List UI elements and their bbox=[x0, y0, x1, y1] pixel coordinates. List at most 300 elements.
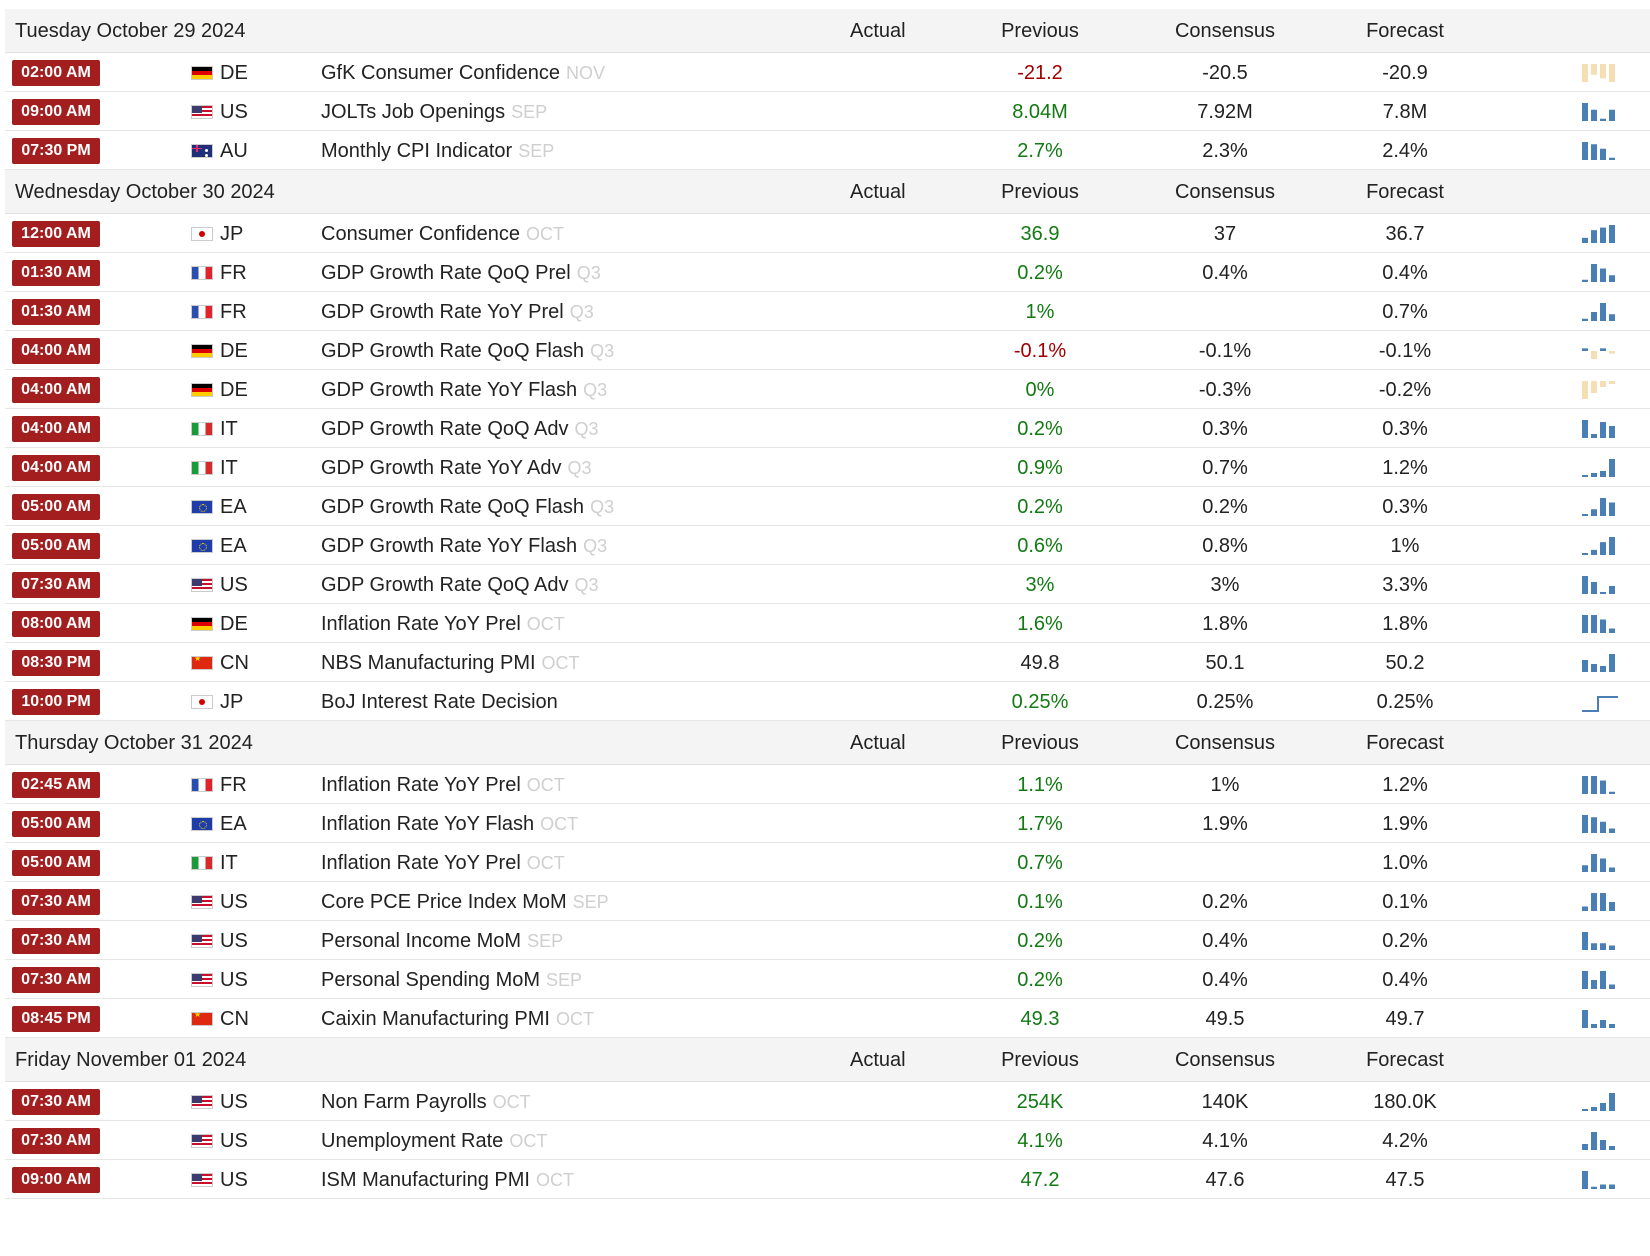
event-row[interactable] bbox=[5, 131, 1650, 170]
country-code: JP bbox=[220, 223, 244, 245]
sparkline-bar bbox=[1600, 64, 1606, 78]
sparkline[interactable] bbox=[1580, 457, 1620, 479]
event-row[interactable] bbox=[5, 370, 1650, 409]
sparkline-bar bbox=[1582, 971, 1588, 989]
event-name[interactable] bbox=[321, 457, 592, 480]
event-row[interactable] bbox=[5, 921, 1650, 960]
country-code: JP bbox=[220, 691, 244, 713]
reference-period: OCT bbox=[535, 1170, 574, 1190]
sparkline-bar bbox=[1600, 381, 1606, 387]
sparkline-chart bbox=[1580, 496, 1620, 518]
sparkline-bar bbox=[1609, 351, 1615, 354]
country-code: US bbox=[220, 930, 248, 952]
event-name[interactable] bbox=[321, 930, 563, 953]
sparkline[interactable] bbox=[1580, 1091, 1620, 1113]
sparkline-bar bbox=[1582, 576, 1588, 594]
event-row[interactable] bbox=[5, 882, 1650, 921]
sparkline-bar bbox=[1591, 264, 1597, 282]
time-badge: 12:00 AM bbox=[12, 221, 100, 247]
sparkline-bar bbox=[1582, 776, 1588, 794]
previous-value: 3% bbox=[1025, 574, 1055, 596]
forecast-value: 0.1% bbox=[1382, 891, 1428, 913]
event-title-link[interactable]: NBS Manufacturing PMI bbox=[321, 652, 536, 674]
event-title-link[interactable]: Consumer Confidence bbox=[321, 223, 520, 245]
event-name[interactable] bbox=[321, 891, 609, 914]
day-date: Tuesday October 29 2024 bbox=[15, 20, 246, 42]
event-row[interactable] bbox=[5, 999, 1650, 1038]
sparkline[interactable] bbox=[1580, 813, 1620, 835]
sparkline-bar bbox=[1591, 893, 1597, 911]
event-title-link[interactable]: Monthly CPI Indicator bbox=[321, 140, 513, 162]
event-name[interactable] bbox=[321, 101, 547, 124]
time-badge: 07:30 AM bbox=[12, 928, 100, 954]
day-date: Wednesday October 30 2024 bbox=[15, 181, 275, 203]
event-row[interactable] bbox=[5, 331, 1650, 370]
event-title-link[interactable]: GDP Growth Rate YoY Prel bbox=[321, 301, 564, 323]
event-name[interactable] bbox=[321, 496, 614, 519]
consensus-value: 0.4% bbox=[1202, 969, 1248, 991]
sparkline-chart bbox=[1580, 223, 1620, 245]
country-code: DE bbox=[220, 613, 248, 635]
consensus-value: 50.1 bbox=[1205, 652, 1245, 674]
event-name[interactable] bbox=[321, 262, 601, 285]
sparkline-bar bbox=[1600, 471, 1606, 477]
sparkline-chart bbox=[1580, 301, 1620, 323]
forecast-value: 50.2 bbox=[1385, 652, 1425, 674]
column-header-actual: Actual bbox=[850, 181, 906, 203]
event-name[interactable] bbox=[321, 1008, 594, 1031]
previous-value: 1.1% bbox=[1017, 774, 1063, 796]
event-row[interactable] bbox=[5, 487, 1650, 526]
event-row[interactable] bbox=[5, 843, 1650, 882]
sparkline[interactable] bbox=[1580, 101, 1620, 123]
time-badge: 10:00 PM bbox=[12, 689, 100, 715]
sparkline-bar bbox=[1582, 660, 1588, 672]
previous-value: 0.2% bbox=[1017, 496, 1063, 518]
sparkline-bar bbox=[1609, 275, 1615, 282]
sparkline-chart bbox=[1580, 1169, 1620, 1191]
event-title-link[interactable]: ISM Manufacturing PMI bbox=[321, 1169, 530, 1191]
sparkline-chart bbox=[1580, 930, 1620, 952]
sparkline[interactable] bbox=[1580, 1130, 1620, 1152]
event-title-link[interactable]: GDP Growth Rate YoY Adv bbox=[321, 457, 562, 479]
event-title-link[interactable]: Personal Spending MoM bbox=[321, 969, 541, 991]
sparkline-bar bbox=[1582, 553, 1588, 555]
sparkline-bar bbox=[1582, 1144, 1588, 1150]
sparkline[interactable] bbox=[1580, 891, 1620, 913]
country-code: AU bbox=[220, 140, 248, 162]
country-code: FR bbox=[220, 774, 247, 796]
sparkline[interactable] bbox=[1580, 418, 1620, 440]
column-header-previous: Previous bbox=[1001, 181, 1079, 203]
country-code: US bbox=[220, 574, 248, 596]
previous-value: 0.7% bbox=[1017, 852, 1063, 874]
flag-us-icon bbox=[191, 105, 213, 119]
consensus-value: 4.1% bbox=[1202, 1130, 1248, 1152]
event-name[interactable] bbox=[321, 852, 565, 875]
flag-de-icon bbox=[191, 383, 213, 397]
forecast-value: 3.3% bbox=[1382, 574, 1428, 596]
column-header-previous: Previous bbox=[1001, 732, 1079, 754]
event-title-link[interactable]: Caixin Manufacturing PMI bbox=[321, 1008, 550, 1030]
sparkline-bar bbox=[1600, 971, 1606, 989]
event-name[interactable] bbox=[321, 969, 582, 992]
sparkline-chart bbox=[1580, 1091, 1620, 1113]
event-name[interactable] bbox=[321, 301, 594, 324]
flag-cn-icon bbox=[191, 1012, 213, 1026]
event-title-link[interactable]: Inflation Rate YoY Prel bbox=[321, 613, 521, 635]
event-row[interactable] bbox=[5, 682, 1650, 721]
sparkline-bar bbox=[1609, 654, 1615, 672]
event-name[interactable] bbox=[321, 379, 607, 402]
event-title-link[interactable]: Personal Income MoM bbox=[321, 930, 522, 952]
event-title-link[interactable]: BoJ Interest Rate Decision bbox=[321, 691, 558, 713]
event-name[interactable] bbox=[321, 535, 607, 558]
time-badge: 07:30 AM bbox=[12, 967, 100, 993]
sparkline-bar bbox=[1591, 144, 1597, 160]
event-name[interactable] bbox=[321, 613, 565, 636]
sparkline-chart bbox=[1580, 418, 1620, 440]
column-header-forecast: Forecast bbox=[1366, 20, 1444, 42]
flag-ea-icon bbox=[191, 539, 213, 553]
event-title-link[interactable]: GDP Growth Rate YoY Flash bbox=[321, 379, 578, 401]
sparkline-bar bbox=[1582, 932, 1588, 950]
sparkline-bar bbox=[1591, 110, 1597, 121]
consensus-value: 0.4% bbox=[1202, 930, 1248, 952]
sparkline-chart bbox=[1580, 535, 1620, 557]
flag-jp-icon bbox=[191, 695, 213, 709]
event-row[interactable] bbox=[5, 960, 1650, 999]
event-row[interactable] bbox=[5, 409, 1650, 448]
sparkline-bar bbox=[1591, 381, 1597, 393]
previous-value: 0.9% bbox=[1017, 457, 1063, 479]
event-title-link[interactable]: GDP Growth Rate QoQ Flash bbox=[321, 340, 585, 362]
reference-period: SEP bbox=[511, 102, 548, 122]
event-row[interactable] bbox=[5, 1121, 1650, 1160]
forecast-value: 1.8% bbox=[1382, 613, 1428, 635]
event-name[interactable] bbox=[321, 340, 614, 363]
flag-us-icon bbox=[191, 895, 213, 909]
sparkline-bar bbox=[1600, 422, 1606, 438]
sparkline-chart bbox=[1580, 774, 1620, 796]
sparkline[interactable] bbox=[1580, 691, 1620, 713]
sparkline-bar bbox=[1582, 319, 1588, 321]
sparkline-bar bbox=[1582, 907, 1588, 912]
event-name[interactable] bbox=[321, 1169, 574, 1192]
event-name[interactable] bbox=[321, 691, 564, 714]
time-badge: 04:00 AM bbox=[12, 416, 100, 442]
event-row[interactable] bbox=[5, 804, 1650, 843]
event-name[interactable] bbox=[321, 652, 580, 675]
event-title-link[interactable]: GDP Growth Rate QoQ Prel bbox=[321, 262, 571, 284]
previous-value: 0.1% bbox=[1017, 891, 1063, 913]
sparkline[interactable] bbox=[1580, 262, 1620, 284]
column-header-previous: Previous bbox=[1001, 1049, 1079, 1071]
event-title-link[interactable]: Inflation Rate YoY Prel bbox=[321, 774, 521, 796]
event-name[interactable] bbox=[321, 774, 565, 797]
forecast-value: -0.2% bbox=[1378, 379, 1432, 401]
sparkline-bar bbox=[1582, 280, 1588, 282]
event-title-link[interactable]: Inflation Rate YoY Prel bbox=[321, 852, 521, 874]
country-code: IT bbox=[220, 457, 238, 479]
consensus-value: 7.92M bbox=[1197, 101, 1253, 123]
reference-period: SEP bbox=[546, 970, 583, 990]
time-badge: 04:00 AM bbox=[12, 377, 100, 403]
sparkline-bar bbox=[1600, 149, 1606, 160]
sparkline-bar bbox=[1609, 868, 1615, 873]
event-row[interactable] bbox=[5, 92, 1650, 131]
reference-period: Q3 bbox=[590, 497, 615, 517]
sparkline-bar bbox=[1591, 615, 1597, 633]
sparkline-chart bbox=[1580, 340, 1620, 362]
sparkline-bar bbox=[1600, 822, 1606, 833]
event-row[interactable] bbox=[5, 53, 1650, 92]
column-header-consensus: Consensus bbox=[1174, 1049, 1276, 1071]
flag-de-icon bbox=[191, 66, 213, 80]
reference-period: Q3 bbox=[574, 419, 599, 439]
country-code: DE bbox=[220, 379, 248, 401]
sparkline-bar bbox=[1591, 509, 1597, 516]
flag-us-icon bbox=[191, 578, 213, 592]
column-header-forecast: Forecast bbox=[1366, 1049, 1444, 1071]
sparkline-bar bbox=[1609, 426, 1615, 438]
country-code: CN bbox=[220, 1008, 249, 1030]
event-row[interactable] bbox=[5, 448, 1650, 487]
sparkline[interactable] bbox=[1580, 379, 1620, 401]
event-title-link[interactable]: GDP Growth Rate YoY Flash bbox=[321, 535, 578, 557]
event-name[interactable] bbox=[321, 140, 554, 163]
reference-period: SEP bbox=[527, 931, 564, 951]
sparkline-bar bbox=[1600, 859, 1606, 873]
country-code: US bbox=[220, 1091, 248, 1113]
event-name[interactable] bbox=[321, 1091, 531, 1114]
event-row[interactable] bbox=[5, 1160, 1650, 1199]
sparkline[interactable] bbox=[1580, 774, 1620, 796]
sparkline[interactable] bbox=[1580, 62, 1620, 84]
sparkline-bar bbox=[1582, 865, 1588, 872]
column-header-consensus: Consensus bbox=[1174, 732, 1276, 754]
event-title-link[interactable]: GDP Growth Rate QoQ Adv bbox=[321, 574, 569, 596]
country-code: CN bbox=[220, 652, 249, 674]
country-code: IT bbox=[220, 418, 238, 440]
column-header-consensus: Consensus bbox=[1174, 181, 1276, 203]
reference-period: OCT bbox=[526, 853, 565, 873]
time-badge: 02:45 AM bbox=[12, 772, 100, 798]
consensus-value: 0.8% bbox=[1202, 535, 1248, 557]
event-name[interactable] bbox=[321, 813, 578, 836]
sparkline-bar bbox=[1600, 893, 1606, 911]
event-row[interactable] bbox=[5, 643, 1650, 682]
event-name[interactable] bbox=[321, 418, 599, 441]
sparkline-step bbox=[1582, 697, 1618, 711]
consensus-value: -20.5 bbox=[1202, 62, 1248, 84]
event-name[interactable] bbox=[321, 62, 605, 85]
sparkline[interactable] bbox=[1580, 535, 1620, 557]
sparkline-bar bbox=[1609, 503, 1615, 517]
event-row[interactable] bbox=[5, 214, 1650, 253]
forecast-value: 49.7 bbox=[1385, 1008, 1425, 1030]
sparkline-bar bbox=[1591, 351, 1597, 359]
flag-fr-icon bbox=[191, 778, 213, 792]
previous-value: 0% bbox=[1025, 379, 1055, 401]
flag-de-icon bbox=[191, 344, 213, 358]
reference-period: OCT bbox=[526, 614, 565, 634]
forecast-value: -0.1% bbox=[1378, 340, 1432, 362]
event-row[interactable] bbox=[5, 765, 1650, 804]
sparkline[interactable] bbox=[1580, 930, 1620, 952]
event-name[interactable] bbox=[321, 1130, 547, 1153]
consensus-value: 0.25% bbox=[1196, 691, 1254, 713]
sparkline[interactable] bbox=[1580, 1008, 1620, 1030]
previous-value: -0.1% bbox=[1013, 340, 1067, 362]
event-name[interactable] bbox=[321, 223, 564, 246]
event-title-link[interactable]: GDP Growth Rate QoQ Adv bbox=[321, 418, 569, 440]
sparkline-bar bbox=[1582, 1109, 1588, 1111]
consensus-value: -0.1% bbox=[1198, 340, 1252, 362]
event-row[interactable] bbox=[5, 526, 1650, 565]
time-badge: 01:30 AM bbox=[12, 299, 100, 325]
consensus-value: 0.4% bbox=[1202, 262, 1248, 284]
event-title-link[interactable]: Unemployment Rate bbox=[321, 1130, 504, 1152]
sparkline-bar bbox=[1600, 781, 1606, 795]
flag-it-icon bbox=[191, 461, 213, 475]
time-badge: 04:00 AM bbox=[12, 338, 100, 364]
sparkline-bar bbox=[1600, 542, 1606, 555]
time-badge: 04:00 AM bbox=[12, 455, 100, 481]
sparkline[interactable] bbox=[1580, 140, 1620, 162]
sparkline[interactable] bbox=[1580, 969, 1620, 991]
sparkline-bar bbox=[1609, 1024, 1615, 1028]
country-code: US bbox=[220, 1130, 248, 1152]
previous-value: -21.2 bbox=[1017, 62, 1063, 84]
time-badge: 09:00 AM bbox=[12, 99, 100, 125]
event-row[interactable] bbox=[5, 1082, 1650, 1121]
flag-fr-icon bbox=[191, 305, 213, 319]
event-title-link[interactable]: GfK Consumer Confidence bbox=[321, 62, 561, 84]
reference-period: OCT bbox=[540, 814, 579, 834]
reference-period: Q3 bbox=[567, 458, 592, 478]
sparkline-chart bbox=[1580, 613, 1620, 635]
sparkline-chart bbox=[1580, 140, 1620, 162]
sparkline-bar bbox=[1582, 103, 1588, 121]
reference-period: SEP bbox=[518, 141, 555, 161]
previous-value: 49.8 bbox=[1020, 652, 1060, 674]
sparkline[interactable] bbox=[1580, 852, 1620, 874]
sparkline-bar bbox=[1582, 815, 1588, 833]
column-header-actual: Actual bbox=[850, 1049, 906, 1071]
reference-period: OCT bbox=[541, 653, 580, 673]
forecast-value: -20.9 bbox=[1382, 62, 1428, 84]
sparkline-bar bbox=[1591, 64, 1597, 75]
day-date: Thursday October 31 2024 bbox=[15, 732, 253, 754]
forecast-value: 0.25% bbox=[1376, 691, 1434, 713]
sparkline-bar bbox=[1591, 230, 1597, 243]
consensus-value: 1% bbox=[1210, 774, 1240, 796]
forecast-value: 0.3% bbox=[1382, 418, 1428, 440]
sparkline-chart bbox=[1580, 969, 1620, 991]
sparkline-bar bbox=[1582, 348, 1588, 351]
reference-period: Q3 bbox=[590, 341, 615, 361]
event-row[interactable] bbox=[5, 292, 1650, 331]
time-badge: 02:00 AM bbox=[12, 60, 100, 86]
reference-period: Q3 bbox=[574, 575, 599, 595]
forecast-value: 47.5 bbox=[1385, 1169, 1425, 1191]
sparkline[interactable] bbox=[1580, 1169, 1620, 1191]
sparkline-bar bbox=[1582, 615, 1588, 633]
sparkline[interactable] bbox=[1580, 496, 1620, 518]
forecast-value: 2.4% bbox=[1382, 140, 1428, 162]
sparkline-chart bbox=[1580, 691, 1620, 713]
event-title-link[interactable]: JOLTs Job Openings bbox=[321, 101, 506, 123]
sparkline-bar bbox=[1591, 473, 1597, 477]
previous-value: 47.2 bbox=[1020, 1169, 1060, 1191]
sparkline-bar bbox=[1609, 985, 1615, 990]
sparkline-bar bbox=[1582, 64, 1588, 82]
consensus-value: 1.9% bbox=[1202, 813, 1248, 835]
sparkline-bar bbox=[1582, 381, 1588, 399]
flag-cn-icon bbox=[191, 656, 213, 670]
event-title-link[interactable]: GDP Growth Rate QoQ Flash bbox=[321, 496, 585, 518]
sparkline-bar bbox=[1591, 1187, 1597, 1189]
time-badge: 08:30 PM bbox=[12, 650, 100, 676]
reference-period: OCT bbox=[555, 1009, 594, 1029]
sparkline[interactable] bbox=[1580, 340, 1620, 362]
sparkline-chart bbox=[1580, 62, 1620, 84]
sparkline[interactable] bbox=[1580, 301, 1620, 323]
flag-ea-icon bbox=[191, 500, 213, 514]
column-header-actual: Actual bbox=[850, 732, 906, 754]
flag-ea-icon bbox=[191, 817, 213, 831]
event-row[interactable] bbox=[5, 604, 1650, 643]
forecast-value: 0.2% bbox=[1382, 930, 1428, 952]
sparkline-bar bbox=[1600, 119, 1606, 121]
sparkline-bar bbox=[1600, 269, 1606, 283]
sparkline[interactable] bbox=[1580, 652, 1620, 674]
flag-it-icon bbox=[191, 422, 213, 436]
forecast-value: 0.4% bbox=[1382, 262, 1428, 284]
column-header-forecast: Forecast bbox=[1366, 181, 1444, 203]
column-header-actual: Actual bbox=[850, 20, 906, 42]
column-header-forecast: Forecast bbox=[1366, 732, 1444, 754]
sparkline-chart bbox=[1580, 1130, 1620, 1152]
sparkline[interactable] bbox=[1580, 223, 1620, 245]
previous-value: 0.6% bbox=[1017, 535, 1063, 557]
sparkline[interactable] bbox=[1580, 574, 1620, 596]
sparkline-bar bbox=[1609, 629, 1615, 634]
time-badge: 09:00 AM bbox=[12, 1167, 100, 1193]
event-name[interactable] bbox=[321, 574, 599, 597]
sparkline-bar bbox=[1609, 110, 1615, 121]
reference-period: OCT bbox=[509, 1131, 548, 1151]
sparkline[interactable] bbox=[1580, 613, 1620, 635]
event-title-link[interactable]: Core PCE Price Index MoM bbox=[321, 891, 567, 913]
consensus-value: 3% bbox=[1210, 574, 1240, 596]
country-code: DE bbox=[220, 340, 248, 362]
sparkline-bar bbox=[1582, 420, 1588, 438]
consensus-value: 0.2% bbox=[1202, 496, 1248, 518]
forecast-value: 1.9% bbox=[1382, 813, 1428, 835]
sparkline-bar bbox=[1591, 312, 1597, 321]
consensus-value: 0.2% bbox=[1202, 891, 1248, 913]
forecast-value: 1.0% bbox=[1382, 852, 1428, 874]
event-title-link[interactable]: Non Farm Payrolls bbox=[321, 1091, 487, 1113]
event-row[interactable] bbox=[5, 565, 1650, 604]
reference-period: OCT bbox=[492, 1092, 531, 1112]
country-code: US bbox=[220, 101, 248, 123]
event-title-link[interactable]: Inflation Rate YoY Flash bbox=[321, 813, 535, 835]
event-row[interactable] bbox=[5, 253, 1650, 292]
flag-fr-icon bbox=[191, 266, 213, 280]
